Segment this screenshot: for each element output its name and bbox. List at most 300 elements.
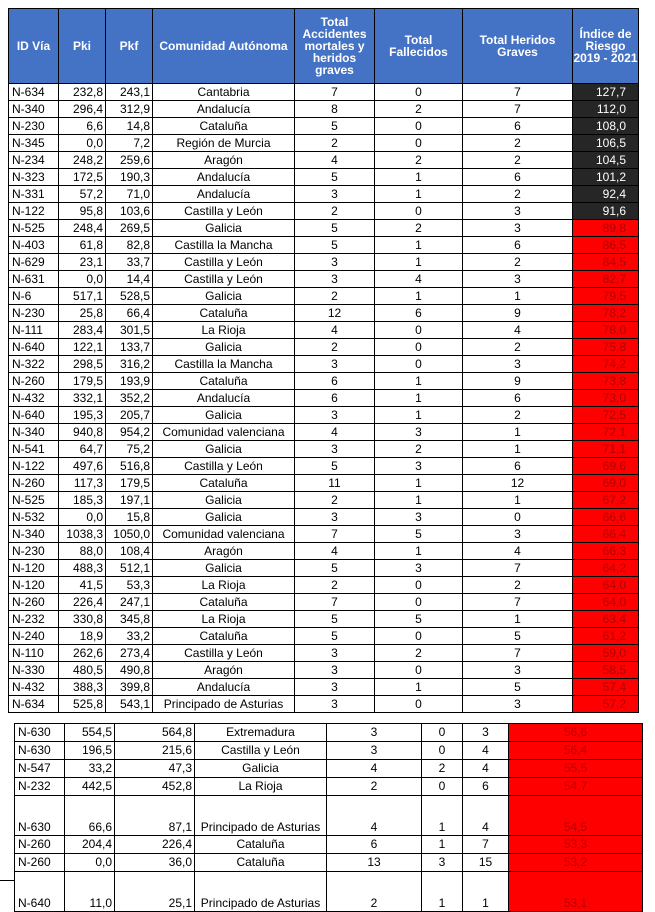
cell-indice-riesgo: 78,0 (573, 322, 639, 339)
cell-pkf: 197,1 (106, 492, 153, 509)
cell-fallecidos: 2 (375, 645, 463, 662)
cell-indice-riesgo: 59,0 (573, 645, 639, 662)
cell-fallecidos: 5 (375, 611, 463, 628)
cell-heridos-graves: 1 (463, 872, 509, 912)
cell-comunidad: Cataluña (153, 373, 295, 390)
table-row (9, 628, 639, 645)
cell-total-accidentes: 5 (295, 237, 375, 254)
cell-heridos-graves: 7 (463, 594, 573, 611)
cell-total-accidentes: 3 (295, 509, 375, 526)
cell-pkf: 528,5 (106, 288, 153, 305)
cell-pkf: 247,1 (106, 594, 153, 611)
table-row (15, 778, 643, 796)
cell-id-via: N-525 (9, 220, 59, 237)
cell-id-via: N-525 (9, 492, 59, 509)
cell-pkf: 133,7 (106, 339, 153, 356)
cell-total-accidentes: 7 (295, 526, 375, 543)
cell-indice-riesgo: 69,6 (573, 458, 639, 475)
cell-total-accidentes: 11 (295, 475, 375, 492)
risk-index-table (8, 8, 639, 713)
cell-comunidad: Galicia (153, 509, 295, 526)
cell-heridos-graves: 1 (463, 288, 573, 305)
cell-indice-riesgo: 53,3 (509, 836, 643, 854)
cell-pki: 298,5 (59, 356, 106, 373)
cell-pki: 554,5 (65, 724, 115, 742)
cell-heridos-graves: 3 (463, 526, 573, 543)
table-row (15, 760, 643, 778)
risk-index-table-continued (14, 723, 643, 912)
cell-indice-riesgo: 53,2 (509, 854, 643, 872)
cell-pki: 332,1 (59, 390, 106, 407)
cell-total-accidentes: 3 (295, 186, 375, 203)
cell-pki: 0,0 (59, 135, 106, 152)
cell-comunidad: Comunidad valenciana (153, 526, 295, 543)
cell-id-via: N-432 (9, 679, 59, 696)
cell-indice-riesgo: 55,5 (509, 760, 643, 778)
cell-id-via: N-260 (9, 594, 59, 611)
cell-fallecidos: 0 (422, 742, 463, 760)
cell-pki: 1038,3 (59, 526, 106, 543)
cell-pki: 248,4 (59, 220, 106, 237)
cell-id-via: N-230 (9, 118, 59, 135)
cell-pkf: 87,1 (115, 796, 195, 836)
cell-heridos-graves: 3 (463, 220, 573, 237)
cell-comunidad: Cataluña (153, 628, 295, 645)
cell-heridos-graves: 6 (463, 237, 573, 254)
cell-heridos-graves: 3 (463, 662, 573, 679)
cell-id-via: N-322 (9, 356, 59, 373)
cell-heridos-graves: 3 (463, 356, 573, 373)
cell-comunidad: Cataluña (153, 594, 295, 611)
cell-comunidad: Galicia (153, 560, 295, 577)
cell-id-via: N-547 (15, 760, 65, 778)
header-pki: Pki (59, 9, 106, 84)
cell-pki: 18,9 (59, 628, 106, 645)
cell-total-accidentes: 4 (327, 796, 422, 836)
cell-fallecidos: 2 (422, 760, 463, 778)
cell-total-accidentes: 2 (295, 492, 375, 509)
header-indice-riesgo: Índice de Riesgo 2019 - 2021 (573, 9, 639, 84)
table-row (9, 186, 639, 203)
cell-pkf: 226,4 (115, 836, 195, 854)
cell-fallecidos: 0 (375, 322, 463, 339)
cell-total-accidentes: 5 (295, 220, 375, 237)
cell-indice-riesgo: 61,2 (573, 628, 639, 645)
table-row (9, 237, 639, 254)
cell-pki: 330,8 (59, 611, 106, 628)
cell-pki: 248,2 (59, 152, 106, 169)
cell-id-via: N-403 (9, 237, 59, 254)
cell-indice-riesgo: 54,5 (509, 796, 643, 836)
cell-pkf: 33,7 (106, 254, 153, 271)
cell-fallecidos: 3 (422, 854, 463, 872)
header-pkf: Pkf (106, 9, 153, 84)
cell-total-accidentes: 8 (295, 101, 375, 118)
cell-pki: 497,6 (59, 458, 106, 475)
cell-indice-riesgo: 56,4 (509, 742, 643, 760)
cell-fallecidos: 0 (375, 203, 463, 220)
cell-heridos-graves: 0 (463, 509, 573, 526)
cell-fallecidos: 0 (375, 356, 463, 373)
cell-total-accidentes: 7 (295, 84, 375, 101)
cell-total-accidentes: 4 (295, 322, 375, 339)
cell-pki: 33,2 (65, 760, 115, 778)
cell-id-via: N-260 (15, 854, 65, 872)
cell-heridos-graves: 9 (463, 373, 573, 390)
cell-indice-riesgo: 64,0 (573, 594, 639, 611)
cell-indice-riesgo: 73,0 (573, 390, 639, 407)
cell-fallecidos: 1 (375, 254, 463, 271)
cell-comunidad: Aragón (153, 543, 295, 560)
cell-pki: 0,0 (65, 854, 115, 872)
cell-total-accidentes: 3 (295, 679, 375, 696)
cell-heridos-graves: 5 (463, 628, 573, 645)
cell-pki: 23,1 (59, 254, 106, 271)
cell-comunidad: La Rioja (153, 322, 295, 339)
cell-id-via: N-340 (9, 424, 59, 441)
cell-fallecidos: 1 (375, 543, 463, 560)
cell-fallecidos: 2 (375, 441, 463, 458)
cell-indice-riesgo: 79,5 (573, 288, 639, 305)
cell-heridos-graves: 3 (463, 271, 573, 288)
cell-comunidad: Castilla la Mancha (153, 356, 295, 373)
cell-pkf: 259,6 (106, 152, 153, 169)
cell-fallecidos: 0 (375, 577, 463, 594)
cell-pki: 122,1 (59, 339, 106, 356)
table-row (15, 854, 643, 872)
cell-pki: 940,8 (59, 424, 106, 441)
cell-total-accidentes: 3 (295, 271, 375, 288)
cell-total-accidentes: 6 (295, 373, 375, 390)
table-row (9, 594, 639, 611)
table-row (9, 509, 639, 526)
cell-indice-riesgo: 71,1 (573, 441, 639, 458)
cell-pkf: 301,5 (106, 322, 153, 339)
cell-comunidad: Aragón (153, 662, 295, 679)
cell-pki: 11,0 (65, 872, 115, 912)
cell-total-accidentes: 3 (295, 407, 375, 424)
page-edge-line (0, 880, 14, 881)
table-header-row (9, 9, 639, 84)
cell-id-via: N-240 (9, 628, 59, 645)
cell-pki: 88,0 (59, 543, 106, 560)
cell-total-accidentes: 13 (327, 854, 422, 872)
cell-heridos-graves: 2 (463, 577, 573, 594)
cell-pki: 442,5 (65, 778, 115, 796)
cell-comunidad: Cataluña (195, 836, 327, 854)
cell-pkf: 14,4 (106, 271, 153, 288)
cell-heridos-graves: 4 (463, 543, 573, 560)
table-row (15, 724, 643, 742)
cell-total-accidentes: 5 (295, 118, 375, 135)
cell-fallecidos: 3 (375, 509, 463, 526)
cell-pkf: 25,1 (115, 872, 195, 912)
cell-comunidad: Andalucía (153, 390, 295, 407)
table-row (9, 254, 639, 271)
cell-pkf: 36,0 (115, 854, 195, 872)
cell-pkf: 33,2 (106, 628, 153, 645)
cell-id-via: N-340 (9, 101, 59, 118)
cell-indice-riesgo: 73,8 (573, 373, 639, 390)
table-row (9, 118, 639, 135)
cell-pkf: 190,3 (106, 169, 153, 186)
cell-pkf: 564,8 (115, 724, 195, 742)
table-row (9, 288, 639, 305)
cell-indice-riesgo: 67,2 (573, 492, 639, 509)
cell-total-accidentes: 4 (295, 543, 375, 560)
cell-total-accidentes: 12 (295, 305, 375, 322)
cell-total-accidentes: 2 (295, 203, 375, 220)
cell-fallecidos: 1 (375, 186, 463, 203)
cell-id-via: N-541 (9, 441, 59, 458)
table-row (9, 135, 639, 152)
cell-pki: 172,5 (59, 169, 106, 186)
cell-indice-riesgo: 53,1 (509, 872, 643, 912)
cell-pki: 196,5 (65, 742, 115, 760)
cell-id-via: N-260 (9, 373, 59, 390)
cell-pkf: 14,8 (106, 118, 153, 135)
cell-pki: 41,5 (59, 577, 106, 594)
cell-total-accidentes: 4 (327, 760, 422, 778)
header-total-fallecidos: Total Fallecidos (375, 9, 463, 84)
cell-pkf: 345,8 (106, 611, 153, 628)
cell-total-accidentes: 6 (327, 836, 422, 854)
cell-comunidad: Extremadura (195, 724, 327, 742)
cell-pkf: 316,2 (106, 356, 153, 373)
cell-comunidad: Galicia (153, 220, 295, 237)
cell-pki: 226,4 (59, 594, 106, 611)
cell-indice-riesgo: 69,0 (573, 475, 639, 492)
cell-fallecidos: 3 (375, 560, 463, 577)
cell-indice-riesgo: 78,2 (573, 305, 639, 322)
cell-indice-riesgo: 56,6 (509, 724, 643, 742)
header-comunidad: Comunidad Autónoma (153, 9, 295, 84)
cell-pki: 95,8 (59, 203, 106, 220)
table-row (9, 458, 639, 475)
cell-id-via: N-6 (9, 288, 59, 305)
table-row (9, 475, 639, 492)
cell-indice-riesgo: 54,7 (509, 778, 643, 796)
cell-id-via: N-340 (9, 526, 59, 543)
table-row (9, 611, 639, 628)
cell-comunidad: Andalucía (153, 101, 295, 118)
header-id-via: ID Vía (9, 9, 59, 84)
cell-heridos-graves: 6 (463, 778, 509, 796)
cell-indice-riesgo: 84,5 (573, 254, 639, 271)
cell-indice-riesgo: 66,3 (573, 543, 639, 560)
cell-pki: 525,8 (59, 696, 106, 713)
cell-fallecidos: 6 (375, 305, 463, 322)
cell-indice-riesgo: 91,6 (573, 203, 639, 220)
cell-indice-riesgo: 74,2 (573, 356, 639, 373)
cell-indice-riesgo: 86,5 (573, 237, 639, 254)
cell-total-accidentes: 3 (295, 645, 375, 662)
table-row (9, 696, 639, 713)
cell-pki: 283,4 (59, 322, 106, 339)
cell-pkf: 312,9 (106, 101, 153, 118)
cell-id-via: N-634 (9, 696, 59, 713)
cell-id-via: N-234 (9, 152, 59, 169)
cell-comunidad: Cantabria (153, 84, 295, 101)
table-row (9, 322, 639, 339)
cell-id-via: N-629 (9, 254, 59, 271)
table-row (15, 742, 643, 760)
cell-fallecidos: 1 (375, 288, 463, 305)
cell-total-accidentes: 2 (295, 577, 375, 594)
cell-indice-riesgo: 66,6 (573, 509, 639, 526)
cell-id-via: N-345 (9, 135, 59, 152)
cell-indice-riesgo: 72,1 (573, 424, 639, 441)
cell-id-via: N-640 (9, 407, 59, 424)
cell-id-via: N-630 (15, 742, 65, 760)
cell-id-via: N-120 (9, 560, 59, 577)
cell-id-via: N-110 (9, 645, 59, 662)
cell-heridos-graves: 7 (463, 645, 573, 662)
table-row (9, 526, 639, 543)
cell-comunidad: Andalucía (153, 169, 295, 186)
cell-total-accidentes: 3 (295, 441, 375, 458)
cell-heridos-graves: 9 (463, 305, 573, 322)
cell-comunidad: Castilla y León (153, 203, 295, 220)
cell-fallecidos: 0 (375, 339, 463, 356)
cell-pki: 517,1 (59, 288, 106, 305)
cell-total-accidentes: 2 (295, 288, 375, 305)
cell-indice-riesgo: 57,2 (573, 696, 639, 713)
cell-heridos-graves: 2 (463, 186, 573, 203)
cell-heridos-graves: 4 (463, 760, 509, 778)
cell-comunidad: Castilla y León (153, 254, 295, 271)
cell-pki: 488,3 (59, 560, 106, 577)
cell-indice-riesgo: 72,5 (573, 407, 639, 424)
cell-pki: 6,6 (59, 118, 106, 135)
table-row (9, 407, 639, 424)
cell-id-via: N-120 (9, 577, 59, 594)
cell-heridos-graves: 2 (463, 152, 573, 169)
cell-pkf: 7,2 (106, 135, 153, 152)
cell-comunidad: Principado de Asturias (195, 796, 327, 836)
cell-comunidad: Galicia (195, 760, 327, 778)
cell-id-via: N-630 (15, 724, 65, 742)
cell-indice-riesgo: 106,5 (573, 135, 639, 152)
cell-pki: 388,3 (59, 679, 106, 696)
table-row (9, 152, 639, 169)
table-row (9, 645, 639, 662)
cell-pki: 66,6 (65, 796, 115, 836)
cell-total-accidentes: 2 (327, 778, 422, 796)
cell-heridos-graves: 3 (463, 203, 573, 220)
cell-pkf: 103,6 (106, 203, 153, 220)
header-total-accidentes: Total Accidentes mortales y heridos graves (295, 9, 375, 84)
cell-id-via: N-111 (9, 322, 59, 339)
cell-indice-riesgo: 127,7 (573, 84, 639, 101)
cell-total-accidentes: 3 (327, 742, 422, 760)
cell-pkf: 399,8 (106, 679, 153, 696)
cell-pki: 57,2 (59, 186, 106, 203)
table-row (9, 441, 639, 458)
cell-heridos-graves: 12 (463, 475, 573, 492)
cell-fallecidos: 1 (375, 373, 463, 390)
cell-total-accidentes: 2 (295, 339, 375, 356)
cell-comunidad: Andalucía (153, 186, 295, 203)
cell-pki: 185,3 (59, 492, 106, 509)
cell-heridos-graves: 6 (463, 458, 573, 475)
cell-total-accidentes: 2 (295, 135, 375, 152)
cell-total-accidentes: 5 (295, 458, 375, 475)
cell-fallecidos: 0 (375, 84, 463, 101)
cell-pkf: 1050,0 (106, 526, 153, 543)
cell-comunidad: Castilla y León (195, 742, 327, 760)
cell-fallecidos: 1 (375, 475, 463, 492)
cell-fallecidos: 0 (422, 778, 463, 796)
cell-heridos-graves: 7 (463, 836, 509, 854)
cell-id-via: N-631 (9, 271, 59, 288)
cell-pki: 480,5 (59, 662, 106, 679)
page-edge-tick (14, 880, 15, 896)
cell-id-via: N-640 (15, 872, 65, 912)
cell-comunidad: Galicia (153, 339, 295, 356)
cell-indice-riesgo: 92,4 (573, 186, 639, 203)
cell-id-via: N-634 (9, 84, 59, 101)
cell-comunidad: Cataluña (153, 475, 295, 492)
cell-comunidad: Cataluña (153, 305, 295, 322)
cell-comunidad: La Rioja (153, 577, 295, 594)
cell-pkf: 179,5 (106, 475, 153, 492)
cell-pkf: 71,0 (106, 186, 153, 203)
table-row (9, 560, 639, 577)
cell-fallecidos: 3 (375, 458, 463, 475)
cell-fallecidos: 0 (375, 696, 463, 713)
cell-heridos-graves: 4 (463, 322, 573, 339)
cell-pki: 64,7 (59, 441, 106, 458)
cell-comunidad: Cataluña (195, 854, 327, 872)
cell-fallecidos: 1 (375, 679, 463, 696)
table-row (9, 203, 639, 220)
cell-indice-riesgo: 64,2 (573, 560, 639, 577)
table-row (9, 662, 639, 679)
cell-heridos-graves: 1 (463, 492, 573, 509)
cell-total-accidentes: 5 (295, 169, 375, 186)
cell-fallecidos: 0 (375, 662, 463, 679)
table-row (9, 169, 639, 186)
cell-indice-riesgo: 82,7 (573, 271, 639, 288)
cell-comunidad: Comunidad valenciana (153, 424, 295, 441)
cell-id-via: N-230 (9, 543, 59, 560)
cell-indice-riesgo: 108,0 (573, 118, 639, 135)
cell-heridos-graves: 4 (463, 742, 509, 760)
cell-fallecidos: 1 (375, 237, 463, 254)
cell-id-via: N-122 (9, 458, 59, 475)
cell-fallecidos: 1 (375, 169, 463, 186)
cell-heridos-graves: 1 (463, 611, 573, 628)
cell-pkf: 15,8 (106, 509, 153, 526)
cell-indice-riesgo: 75,8 (573, 339, 639, 356)
cell-total-accidentes: 4 (295, 424, 375, 441)
cell-id-via: N-432 (9, 390, 59, 407)
table-row (9, 101, 639, 118)
cell-indice-riesgo: 57,4 (573, 679, 639, 696)
cell-comunidad: Cataluña (153, 118, 295, 135)
cell-pkf: 352,2 (106, 390, 153, 407)
cell-heridos-graves: 7 (463, 101, 573, 118)
cell-heridos-graves: 2 (463, 407, 573, 424)
cell-comunidad: Andalucía (153, 679, 295, 696)
cell-comunidad: Galicia (153, 441, 295, 458)
cell-id-via: N-232 (15, 778, 65, 796)
cell-id-via: N-260 (15, 836, 65, 854)
header-heridos-graves: Total Heridos Graves (463, 9, 573, 84)
cell-fallecidos: 1 (375, 407, 463, 424)
cell-fallecidos: 4 (375, 271, 463, 288)
